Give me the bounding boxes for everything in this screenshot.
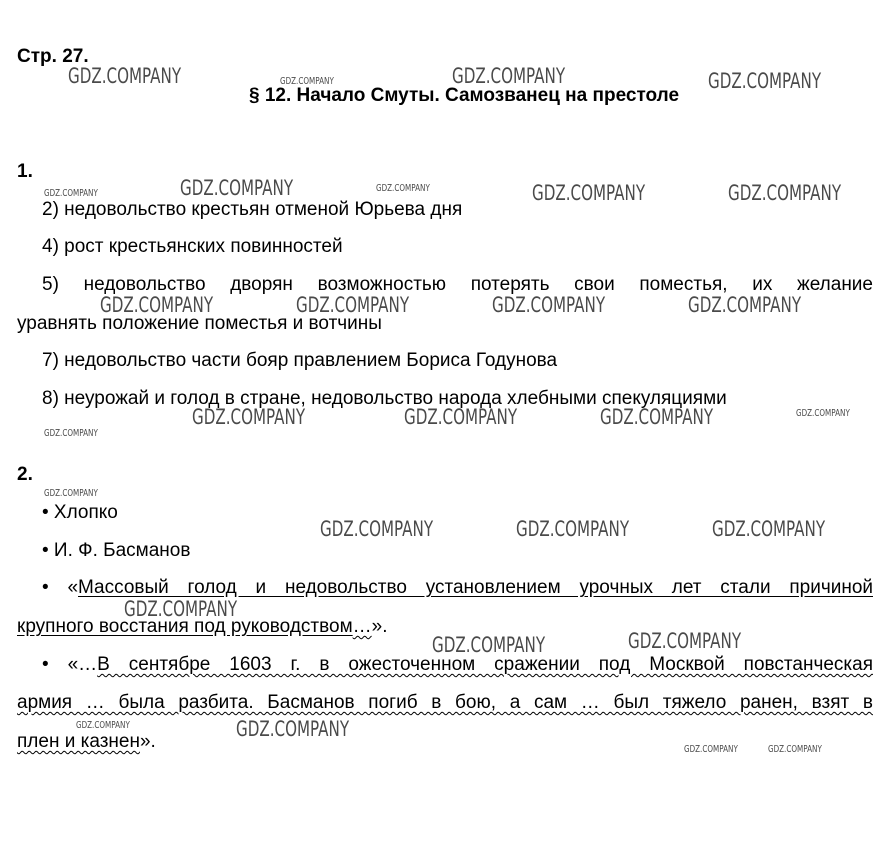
quote-2-open: • «… <box>42 654 98 675</box>
quote-2-text-2: армия … была разбита. Басманов погиб в бою, а сам … был тяжело ранен, взят в <box>17 692 873 713</box>
task-2-quote-1-line-1 <box>42 577 873 599</box>
quote-1-ellipsis: … <box>352 616 372 637</box>
task-2-quote-2-line-2 <box>17 692 873 714</box>
watermark: GDZ.COMPANY <box>68 64 182 88</box>
task-2-quote-2-line-1 <box>42 654 873 676</box>
watermark: GDZ.COMPANY <box>100 293 214 317</box>
page-title: § 12. Начало Смуты. Самозванец на престоле <box>248 85 680 106</box>
task-1-item-5-line-2: уравнять положение поместья и вотчины <box>17 313 382 334</box>
page-number: Стр. 27. <box>17 46 89 67</box>
watermark: GDZ.COMPANY <box>44 488 98 499</box>
watermark: GDZ.COMPANY <box>708 69 822 93</box>
task-1-item-2: 2) недовольство крестьян отменой Юрьева дня <box>42 199 463 220</box>
watermark: GDZ.COMPANY <box>296 293 410 317</box>
task-2-number: 2. <box>17 464 33 485</box>
watermark: GDZ.COMPANY <box>712 517 826 541</box>
quote-1-close: ». <box>371 616 388 637</box>
quote-1-open: • « <box>42 577 79 598</box>
watermark: GDZ.COMPANY <box>532 181 646 205</box>
watermark: GDZ.COMPANY <box>320 517 434 541</box>
task-1-item-8: 8) неурожай и голод в стране, недовольство народа хлебными спекуляциями <box>42 388 727 409</box>
watermark: GDZ.COMPANY <box>684 744 738 755</box>
watermark: GDZ.COMPANY <box>516 517 630 541</box>
watermark: GDZ.COMPANY <box>280 76 334 87</box>
watermark: GDZ.COMPANY <box>180 176 294 200</box>
watermark: GDZ.COMPANY <box>796 408 850 419</box>
task-2-quote-2-line-3 <box>17 731 156 753</box>
watermark: GDZ.COMPANY <box>492 293 606 317</box>
watermark: GDZ.COMPANY <box>688 293 802 317</box>
watermark: GDZ.COMPANY <box>76 720 130 731</box>
watermark: GDZ.COMPANY <box>44 188 98 199</box>
watermark: GDZ.COMPANY <box>452 64 566 88</box>
task-2-bullet-2: • И. Ф. Басманов <box>42 540 191 561</box>
task-1-item-4: 4) рост крестьянских повинностей <box>42 236 343 257</box>
task-1-number: 1. <box>17 161 33 182</box>
quote-2-text-3: плен и казнен <box>17 731 140 752</box>
task-1-item-5-line-1: 5) недовольство дворян возможностью потерять свои поместья, их желание <box>42 274 873 295</box>
task-2-bullet-1: • Хлопко <box>42 502 118 523</box>
quote-2-text-1: В сентябре 1603 г. в ожесточенном сражении под Москвой повстанческая <box>97 654 873 675</box>
watermark: GDZ.COMPANY <box>44 428 98 439</box>
watermark: GDZ.COMPANY <box>768 744 822 755</box>
watermark: GDZ.COMPANY <box>628 629 742 653</box>
watermark: GDZ.COMPANY <box>376 183 430 194</box>
watermark: GDZ.COMPANY <box>432 633 546 657</box>
quote-1-text-1: Массовый голод и недовольство установлением урочных лет стали причиной <box>78 577 873 598</box>
watermark: GDZ.COMPANY <box>236 717 350 741</box>
quote-1-text-2: крупного восстания под руководством <box>17 616 353 637</box>
watermark: GDZ.COMPANY <box>728 181 842 205</box>
watermark: GDZ.COMPANY <box>600 405 714 429</box>
watermark: GDZ.COMPANY <box>124 597 238 621</box>
watermark: GDZ.COMPANY <box>192 405 306 429</box>
watermark: GDZ.COMPANY <box>404 405 518 429</box>
quote-2-close: ». <box>139 731 156 752</box>
task-1-item-7: 7) недовольство части бояр правлением Бориса Годунова <box>42 350 558 371</box>
